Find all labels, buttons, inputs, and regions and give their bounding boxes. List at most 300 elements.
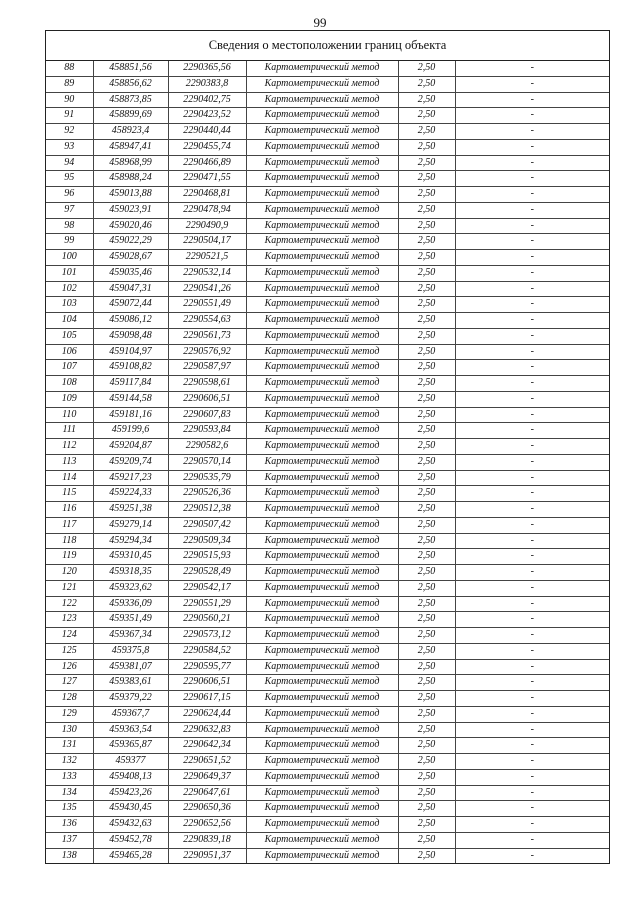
description-cell: - (455, 517, 609, 533)
table-row (46, 502, 609, 518)
description-cell: - (455, 565, 609, 581)
point-number-cell: 103 (46, 297, 93, 313)
accuracy-cell: 2,50 (398, 502, 455, 518)
y-coordinate-cell: 2290528,49 (168, 565, 246, 581)
description-cell: - (455, 439, 609, 455)
description-cell: - (455, 454, 609, 470)
point-number-cell: 97 (46, 202, 93, 218)
description-cell: - (455, 643, 609, 659)
x-coordinate-cell: 459432,63 (93, 817, 168, 833)
point-number-cell: 136 (46, 817, 93, 833)
table-row (46, 596, 609, 612)
accuracy-cell: 2,50 (398, 124, 455, 140)
table-row (46, 376, 609, 392)
accuracy-cell: 2,50 (398, 139, 455, 155)
point-number-cell: 124 (46, 628, 93, 644)
table-row (46, 391, 609, 407)
method-cell: Картометрический метод (246, 250, 398, 266)
x-coordinate-cell: 459365,87 (93, 738, 168, 754)
description-cell: - (455, 675, 609, 691)
description-cell: - (455, 234, 609, 250)
table-row (46, 533, 609, 549)
description-cell: - (455, 722, 609, 738)
table-row (46, 202, 609, 218)
x-coordinate-cell: 458899,69 (93, 108, 168, 124)
x-coordinate-cell: 459108,82 (93, 360, 168, 376)
point-number-cell: 99 (46, 234, 93, 250)
x-coordinate-cell: 458851,56 (93, 61, 168, 76)
y-coordinate-cell: 2290576,92 (168, 344, 246, 360)
description-cell: - (455, 486, 609, 502)
point-number-cell: 88 (46, 61, 93, 76)
table-row (46, 643, 609, 659)
table-row (46, 407, 609, 423)
point-number-cell: 104 (46, 313, 93, 329)
description-cell: - (455, 76, 609, 92)
y-coordinate-cell: 2290383,8 (168, 76, 246, 92)
point-number-cell: 137 (46, 832, 93, 848)
y-coordinate-cell: 2290560,21 (168, 612, 246, 628)
accuracy-cell: 2,50 (398, 580, 455, 596)
description-cell: - (455, 848, 609, 863)
method-cell: Картометрический метод (246, 691, 398, 707)
table-row (46, 297, 609, 313)
description-cell: - (455, 139, 609, 155)
x-coordinate-cell: 458923,4 (93, 124, 168, 140)
y-coordinate-cell: 2290521,5 (168, 250, 246, 266)
x-coordinate-cell: 459363,54 (93, 722, 168, 738)
table-row (46, 439, 609, 455)
method-cell: Картометрический метод (246, 218, 398, 234)
x-coordinate-cell: 459351,49 (93, 612, 168, 628)
table-row (46, 187, 609, 203)
table-row (46, 785, 609, 801)
description-cell: - (455, 549, 609, 565)
point-number-cell: 92 (46, 124, 93, 140)
method-cell: Картометрический метод (246, 675, 398, 691)
x-coordinate-cell: 459217,23 (93, 470, 168, 486)
accuracy-cell: 2,50 (398, 92, 455, 108)
y-coordinate-cell: 2290951,37 (168, 848, 246, 863)
method-cell: Картометрический метод (246, 628, 398, 644)
coordinates-table (46, 61, 609, 863)
x-coordinate-cell: 459465,28 (93, 848, 168, 863)
method-cell: Картометрический метод (246, 848, 398, 863)
method-cell: Картометрический метод (246, 313, 398, 329)
accuracy-cell: 2,50 (398, 234, 455, 250)
accuracy-cell: 2,50 (398, 454, 455, 470)
boundary-table-sheet (45, 30, 610, 864)
point-number-cell: 112 (46, 439, 93, 455)
accuracy-cell: 2,50 (398, 801, 455, 817)
accuracy-cell: 2,50 (398, 202, 455, 218)
point-number-cell: 138 (46, 848, 93, 863)
description-cell: - (455, 832, 609, 848)
y-coordinate-cell: 2290624,44 (168, 706, 246, 722)
method-cell: Картометрический метод (246, 344, 398, 360)
accuracy-cell: 2,50 (398, 596, 455, 612)
x-coordinate-cell: 458873,85 (93, 92, 168, 108)
description-cell: - (455, 533, 609, 549)
method-cell: Картометрический метод (246, 92, 398, 108)
description-cell: - (455, 376, 609, 392)
accuracy-cell: 2,50 (398, 76, 455, 92)
x-coordinate-cell: 459367,34 (93, 628, 168, 644)
x-coordinate-cell: 459251,38 (93, 502, 168, 518)
y-coordinate-cell: 2290595,77 (168, 659, 246, 675)
x-coordinate-cell: 459013,88 (93, 187, 168, 203)
point-number-cell: 105 (46, 328, 93, 344)
y-coordinate-cell: 2290606,51 (168, 675, 246, 691)
description-cell: - (455, 155, 609, 171)
x-coordinate-cell: 459117,84 (93, 376, 168, 392)
y-coordinate-cell: 2290402,75 (168, 92, 246, 108)
point-number-cell: 120 (46, 565, 93, 581)
table-row (46, 218, 609, 234)
accuracy-cell: 2,50 (398, 612, 455, 628)
accuracy-cell: 2,50 (398, 659, 455, 675)
y-coordinate-cell: 2290365,56 (168, 61, 246, 76)
method-cell: Картометрический метод (246, 61, 398, 76)
y-coordinate-cell: 2290541,26 (168, 281, 246, 297)
description-cell: - (455, 202, 609, 218)
method-cell: Картометрический метод (246, 769, 398, 785)
table-row (46, 832, 609, 848)
y-coordinate-cell: 2290582,6 (168, 439, 246, 455)
table-row (46, 124, 609, 140)
table-row (46, 628, 609, 644)
point-number-cell: 128 (46, 691, 93, 707)
table-row (46, 675, 609, 691)
accuracy-cell: 2,50 (398, 722, 455, 738)
y-coordinate-cell: 2290554,63 (168, 313, 246, 329)
x-coordinate-cell: 459377 (93, 754, 168, 770)
point-number-cell: 96 (46, 187, 93, 203)
point-number-cell: 116 (46, 502, 93, 518)
point-number-cell: 102 (46, 281, 93, 297)
x-coordinate-cell: 459379,22 (93, 691, 168, 707)
method-cell: Картометрический метод (246, 376, 398, 392)
method-cell: Картометрический метод (246, 202, 398, 218)
y-coordinate-cell: 2290607,83 (168, 407, 246, 423)
description-cell: - (455, 423, 609, 439)
method-cell: Картометрический метод (246, 234, 398, 250)
table-row (46, 769, 609, 785)
accuracy-cell: 2,50 (398, 328, 455, 344)
y-coordinate-cell: 2290466,89 (168, 155, 246, 171)
y-coordinate-cell: 2290647,61 (168, 785, 246, 801)
point-number-cell: 91 (46, 108, 93, 124)
table-row (46, 171, 609, 187)
table-row (46, 76, 609, 92)
table-row (46, 61, 609, 76)
x-coordinate-cell: 458968,99 (93, 155, 168, 171)
x-coordinate-cell: 459181,16 (93, 407, 168, 423)
x-coordinate-cell: 459098,48 (93, 328, 168, 344)
point-number-cell: 101 (46, 265, 93, 281)
accuracy-cell: 2,50 (398, 423, 455, 439)
accuracy-cell: 2,50 (398, 785, 455, 801)
description-cell: - (455, 61, 609, 76)
y-coordinate-cell: 2290455,74 (168, 139, 246, 155)
point-number-cell: 123 (46, 612, 93, 628)
x-coordinate-cell: 459294,34 (93, 533, 168, 549)
method-cell: Картометрический метод (246, 722, 398, 738)
description-cell: - (455, 596, 609, 612)
y-coordinate-cell: 2290551,29 (168, 596, 246, 612)
accuracy-cell: 2,50 (398, 265, 455, 281)
table-row (46, 738, 609, 754)
description-cell: - (455, 754, 609, 770)
method-cell: Картометрический метод (246, 565, 398, 581)
x-coordinate-cell: 459452,78 (93, 832, 168, 848)
description-cell: - (455, 218, 609, 234)
point-number-cell: 127 (46, 675, 93, 691)
description-cell: - (455, 92, 609, 108)
accuracy-cell: 2,50 (398, 533, 455, 549)
x-coordinate-cell: 459028,67 (93, 250, 168, 266)
accuracy-cell: 2,50 (398, 297, 455, 313)
point-number-cell: 135 (46, 801, 93, 817)
table-row (46, 565, 609, 581)
y-coordinate-cell: 2290471,55 (168, 171, 246, 187)
table-row (46, 281, 609, 297)
x-coordinate-cell: 459047,31 (93, 281, 168, 297)
description-cell: - (455, 171, 609, 187)
method-cell: Картометрический метод (246, 281, 398, 297)
point-number-cell: 129 (46, 706, 93, 722)
table-row (46, 801, 609, 817)
y-coordinate-cell: 2290839,18 (168, 832, 246, 848)
method-cell: Картометрический метод (246, 454, 398, 470)
description-cell: - (455, 628, 609, 644)
table-row (46, 344, 609, 360)
y-coordinate-cell: 2290561,73 (168, 328, 246, 344)
description-cell: - (455, 691, 609, 707)
method-cell: Картометрический метод (246, 187, 398, 203)
point-number-cell: 126 (46, 659, 93, 675)
y-coordinate-cell: 2290632,83 (168, 722, 246, 738)
method-cell: Картометрический метод (246, 407, 398, 423)
y-coordinate-cell: 2290490,9 (168, 218, 246, 234)
y-coordinate-cell: 2290642,34 (168, 738, 246, 754)
y-coordinate-cell: 2290509,34 (168, 533, 246, 549)
x-coordinate-cell: 459209,74 (93, 454, 168, 470)
description-cell: - (455, 801, 609, 817)
method-cell: Картометрический метод (246, 832, 398, 848)
point-number-cell: 133 (46, 769, 93, 785)
table-row (46, 659, 609, 675)
table-row (46, 612, 609, 628)
x-coordinate-cell: 459430,45 (93, 801, 168, 817)
y-coordinate-cell: 2290617,15 (168, 691, 246, 707)
description-cell: - (455, 470, 609, 486)
method-cell: Картометрический метод (246, 108, 398, 124)
accuracy-cell: 2,50 (398, 218, 455, 234)
x-coordinate-cell: 459381,07 (93, 659, 168, 675)
y-coordinate-cell: 2290507,42 (168, 517, 246, 533)
method-cell: Картометрический метод (246, 801, 398, 817)
point-number-cell: 106 (46, 344, 93, 360)
point-number-cell: 132 (46, 754, 93, 770)
table-row (46, 108, 609, 124)
table-row (46, 817, 609, 833)
description-cell: - (455, 580, 609, 596)
y-coordinate-cell: 2290649,37 (168, 769, 246, 785)
table-row (46, 580, 609, 596)
table-row (46, 265, 609, 281)
accuracy-cell: 2,50 (398, 281, 455, 297)
point-number-cell: 121 (46, 580, 93, 596)
x-coordinate-cell: 459367,7 (93, 706, 168, 722)
x-coordinate-cell: 459022,29 (93, 234, 168, 250)
y-coordinate-cell: 2290532,14 (168, 265, 246, 281)
accuracy-cell: 2,50 (398, 817, 455, 833)
y-coordinate-cell: 2290584,52 (168, 643, 246, 659)
method-cell: Картометрический метод (246, 643, 398, 659)
point-number-cell: 100 (46, 250, 93, 266)
x-coordinate-cell: 458988,24 (93, 171, 168, 187)
description-cell: - (455, 344, 609, 360)
table-row (46, 313, 609, 329)
x-coordinate-cell: 459310,45 (93, 549, 168, 565)
description-cell: - (455, 391, 609, 407)
method-cell: Картометрический метод (246, 265, 398, 281)
method-cell: Картометрический метод (246, 817, 398, 833)
table-title: Сведения о местоположении границ объекта (46, 31, 609, 61)
table-row (46, 706, 609, 722)
x-coordinate-cell: 459279,14 (93, 517, 168, 533)
x-coordinate-cell: 459408,13 (93, 769, 168, 785)
description-cell: - (455, 187, 609, 203)
accuracy-cell: 2,50 (398, 738, 455, 754)
accuracy-cell: 2,50 (398, 187, 455, 203)
method-cell: Картометрический метод (246, 139, 398, 155)
accuracy-cell: 2,50 (398, 344, 455, 360)
point-number-cell: 118 (46, 533, 93, 549)
y-coordinate-cell: 2290570,14 (168, 454, 246, 470)
y-coordinate-cell: 2290652,56 (168, 817, 246, 833)
method-cell: Картометрический метод (246, 502, 398, 518)
method-cell: Картометрический метод (246, 785, 398, 801)
description-cell: - (455, 281, 609, 297)
table-row (46, 549, 609, 565)
y-coordinate-cell: 2290478,94 (168, 202, 246, 218)
accuracy-cell: 2,50 (398, 391, 455, 407)
accuracy-cell: 2,50 (398, 61, 455, 76)
x-coordinate-cell: 459023,91 (93, 202, 168, 218)
method-cell: Картометрический метод (246, 155, 398, 171)
description-cell: - (455, 612, 609, 628)
method-cell: Картометрический метод (246, 738, 398, 754)
point-number-cell: 113 (46, 454, 93, 470)
point-number-cell: 110 (46, 407, 93, 423)
method-cell: Картометрический метод (246, 470, 398, 486)
method-cell: Картометрический метод (246, 391, 398, 407)
method-cell: Картометрический метод (246, 439, 398, 455)
description-cell: - (455, 769, 609, 785)
x-coordinate-cell: 459423,26 (93, 785, 168, 801)
table-row (46, 754, 609, 770)
method-cell: Картометрический метод (246, 533, 398, 549)
table-row (46, 470, 609, 486)
point-number-cell: 119 (46, 549, 93, 565)
table-row (46, 250, 609, 266)
accuracy-cell: 2,50 (398, 643, 455, 659)
point-number-cell: 111 (46, 423, 93, 439)
method-cell: Картометрический метод (246, 486, 398, 502)
method-cell: Картометрический метод (246, 423, 398, 439)
x-coordinate-cell: 459072,44 (93, 297, 168, 313)
point-number-cell: 90 (46, 92, 93, 108)
x-coordinate-cell: 459035,46 (93, 265, 168, 281)
x-coordinate-cell: 459383,61 (93, 675, 168, 691)
method-cell: Картометрический метод (246, 76, 398, 92)
accuracy-cell: 2,50 (398, 549, 455, 565)
accuracy-cell: 2,50 (398, 832, 455, 848)
x-coordinate-cell: 459020,46 (93, 218, 168, 234)
description-cell: - (455, 407, 609, 423)
x-coordinate-cell: 458856,62 (93, 76, 168, 92)
table-row (46, 234, 609, 250)
description-cell: - (455, 328, 609, 344)
point-number-cell: 117 (46, 517, 93, 533)
point-number-cell: 130 (46, 722, 93, 738)
accuracy-cell: 2,50 (398, 376, 455, 392)
accuracy-cell: 2,50 (398, 565, 455, 581)
y-coordinate-cell: 2290551,49 (168, 297, 246, 313)
method-cell: Картометрический метод (246, 517, 398, 533)
accuracy-cell: 2,50 (398, 706, 455, 722)
coordinates-table-body (46, 61, 609, 863)
method-cell: Картометрический метод (246, 754, 398, 770)
x-coordinate-cell: 459144,58 (93, 391, 168, 407)
method-cell: Картометрический метод (246, 297, 398, 313)
x-coordinate-cell: 459086,12 (93, 313, 168, 329)
point-number-cell: 107 (46, 360, 93, 376)
description-cell: - (455, 297, 609, 313)
accuracy-cell: 2,50 (398, 769, 455, 785)
description-cell: - (455, 738, 609, 754)
point-number-cell: 89 (46, 76, 93, 92)
accuracy-cell: 2,50 (398, 108, 455, 124)
y-coordinate-cell: 2290504,17 (168, 234, 246, 250)
x-coordinate-cell: 459224,33 (93, 486, 168, 502)
method-cell: Картометрический метод (246, 171, 398, 187)
table-row (46, 92, 609, 108)
point-number-cell: 125 (46, 643, 93, 659)
description-cell: - (455, 250, 609, 266)
y-coordinate-cell: 2290573,12 (168, 628, 246, 644)
description-cell: - (455, 817, 609, 833)
point-number-cell: 134 (46, 785, 93, 801)
x-coordinate-cell: 459204,87 (93, 439, 168, 455)
accuracy-cell: 2,50 (398, 250, 455, 266)
method-cell: Картометрический метод (246, 549, 398, 565)
accuracy-cell: 2,50 (398, 155, 455, 171)
x-coordinate-cell: 459375,8 (93, 643, 168, 659)
point-number-cell: 131 (46, 738, 93, 754)
accuracy-cell: 2,50 (398, 754, 455, 770)
description-cell: - (455, 360, 609, 376)
x-coordinate-cell: 459323,62 (93, 580, 168, 596)
y-coordinate-cell: 2290526,36 (168, 486, 246, 502)
table-row (46, 423, 609, 439)
table-row (46, 360, 609, 376)
accuracy-cell: 2,50 (398, 407, 455, 423)
description-cell: - (455, 706, 609, 722)
method-cell: Картометрический метод (246, 659, 398, 675)
